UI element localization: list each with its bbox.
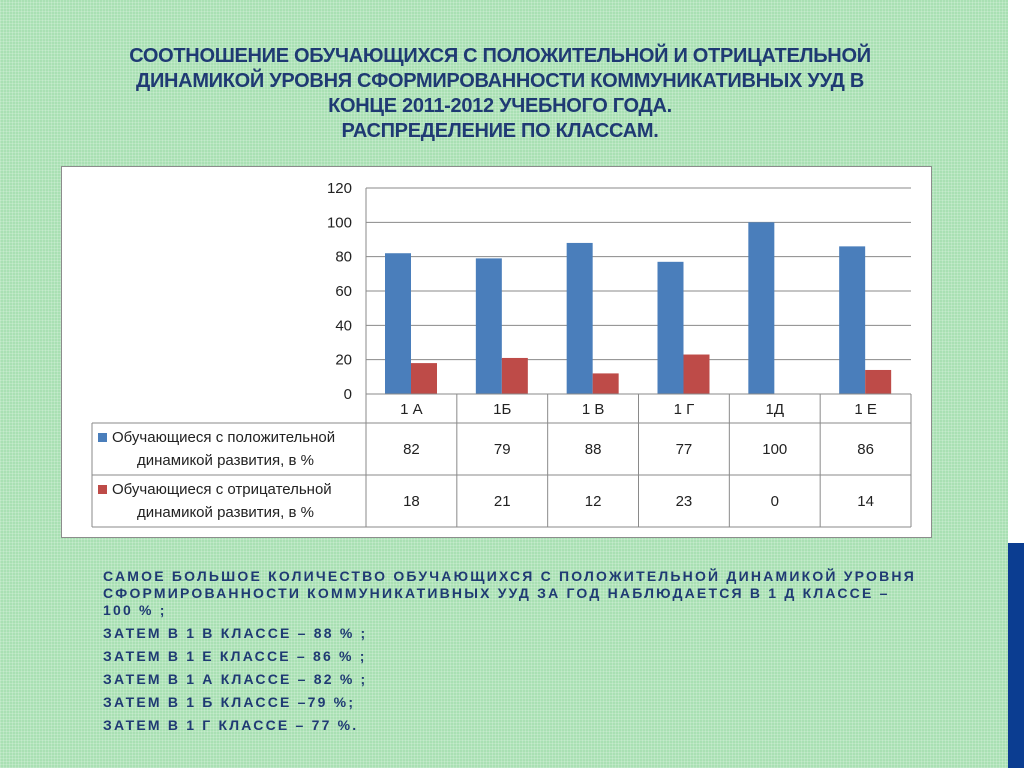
legend-key	[98, 485, 107, 494]
table-value: 100	[762, 441, 788, 458]
bar	[502, 358, 528, 394]
category-label: 1Д	[765, 401, 785, 418]
legend-label: динамикой развития, в %	[137, 504, 314, 521]
table-value: 12	[584, 493, 602, 510]
bar	[684, 355, 710, 394]
summary-intro: САМОЕ БОЛЬШОЕ КОЛИЧЕСТВО ОБУЧАЮЩИХСЯ С ПОЛОЖИТЕЛЬНОЙ ДИНАМИКОЙ УРОВНЯ СФОРМИРОВАННОСТИ КОММУНИКАТИВНЫХ УУД ЗА ГОД НАБЛЮДАЕТСЯ В 1 Д КЛАССЕ – 100 % ;	[103, 568, 916, 618]
summary-text	[103, 568, 923, 740]
bar	[593, 373, 619, 394]
bar	[476, 258, 502, 394]
table-value: 23	[675, 493, 693, 510]
summary-line: ЗАТЕМ В 1 А КЛАССЕ – 82 % ;	[103, 671, 368, 687]
bar	[411, 363, 437, 394]
title-line: КОНЦЕ 2011-2012 УЧЕБНОГО ГОДА.	[328, 95, 672, 117]
slide-title	[60, 44, 940, 144]
legend-key	[98, 433, 107, 442]
table-value: 0	[770, 493, 779, 510]
table-value: 88	[584, 441, 602, 458]
bar	[658, 262, 684, 394]
summary-line: ЗАТЕМ В 1 В КЛАССЕ – 88 % ;	[103, 625, 368, 641]
summary-line: ЗАТЕМ В 1 Е КЛАССЕ – 86 % ;	[103, 648, 367, 664]
y-tick-label: 0	[343, 386, 352, 403]
table-value: 18	[403, 493, 420, 510]
y-tick-label: 100	[326, 214, 352, 232]
legend-label: Обучающиеся с положительной	[112, 429, 336, 446]
summary-line: ЗАТЕМ В 1 Б КЛАССЕ –79 %;	[103, 694, 356, 710]
y-tick-label: 60	[335, 283, 352, 300]
table-value: 86	[857, 441, 874, 458]
title-line: ДИНАМИКОЙ УРОВНЯ СФОРМИРОВАННОСТИ КОММУНИКАТИВНЫХ УУД В	[136, 70, 864, 92]
right-accent-bar	[1008, 543, 1024, 768]
y-tick-label: 80	[335, 248, 352, 266]
category-label: 1 А	[400, 401, 423, 418]
category-label: 1 Е	[854, 401, 877, 418]
category-label: 1Б	[493, 401, 512, 418]
legend-label: Обучающиеся с отрицательной	[112, 481, 332, 498]
title-line: РАСПРЕДЕЛЕНИЕ ПО КЛАССАМ.	[341, 120, 659, 142]
y-tick-label: 40	[335, 317, 352, 335]
y-tick-label: 20	[335, 351, 352, 369]
summary-line: ЗАТЕМ В 1 Г КЛАССЕ – 77 %.	[103, 717, 359, 733]
bar	[748, 222, 774, 394]
table-value: 21	[493, 493, 511, 510]
table-value: 14	[857, 493, 874, 510]
category-label: 1 В	[581, 401, 605, 418]
table-value: 82	[403, 441, 420, 458]
y-tick-label: 120	[326, 180, 352, 197]
legend-label: динамикой развития, в %	[137, 452, 314, 469]
table-value: 77	[675, 441, 693, 458]
bar-chart	[62, 167, 931, 537]
chart-frame	[61, 166, 932, 538]
bar	[385, 253, 411, 394]
title-line: СООТНОШЕНИЕ ОБУЧАЮЩИХСЯ С ПОЛОЖИТЕЛЬНОЙ И ОТРИЦАТЕЛЬНОЙ	[129, 45, 871, 67]
table-value: 79	[493, 441, 511, 458]
bar	[865, 370, 891, 394]
category-label: 1 Г	[673, 401, 695, 418]
bar	[567, 243, 593, 394]
bar	[839, 246, 865, 394]
